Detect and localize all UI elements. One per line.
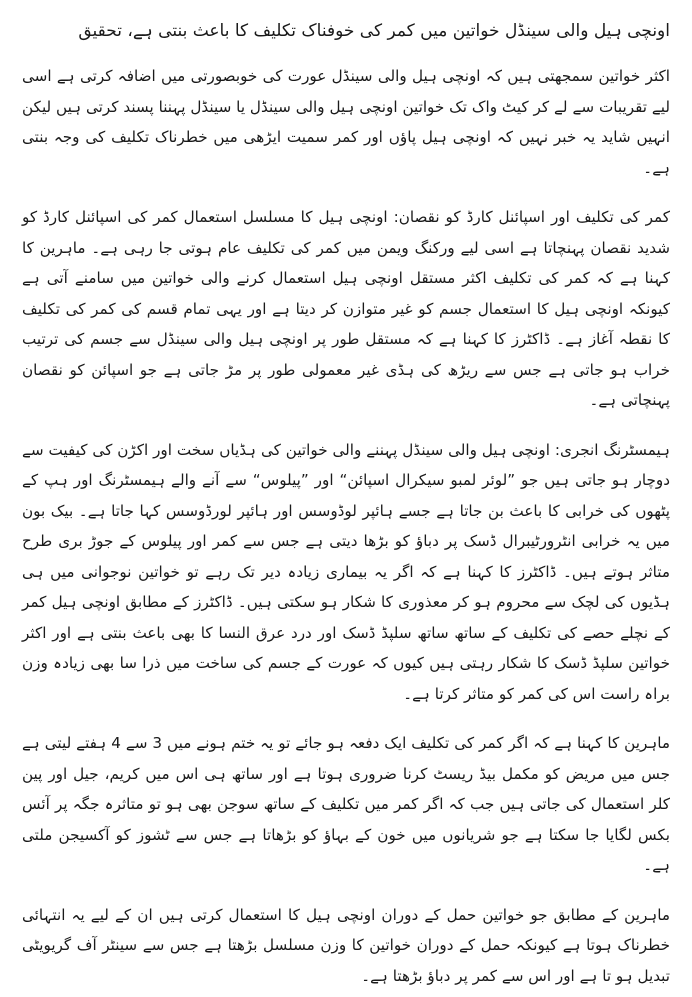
article-paragraph-intro: اکثر خواتین سمجھتی ہیں کہ اونچی ہیل والی سینڈل عورت کی خوبصورتی میں اضافہ کرتی ہے اسی لیے تقریبات سے لے کر کیٹ واک تک خواتین اونچی ہیل والی سینڈل یا سینڈل پہننا پسند کرتی ہیں لیکن انہیں شاید یہ خبر نہیں کہ اونچی ہیل پاؤں اور کمر سمیت ایڑھی میں خطرناک تکلیف کی وجہ بنتی ہے۔ [22, 67, 670, 177]
article-title: اونچی ہیل والی سینڈل خواتین میں کمر کی خوفناک تکلیف کا باعث بنتی ہے، تحقیق [78, 21, 670, 41]
article-paragraph-back-pain: کمر کی تکلیف اور اسپائنل کارڈ کو نقصان: اونچی ہیل کا مسلسل استعمال کمر کی اسپائنل کارڈ کو شدید نقصان پہنچاتا ہے اسی لیے ورکنگ ویمن میں کمر کی تکلیف عام ہوتی جا رہی ہے۔ ماہرین کا کہنا ہے کہ کمر کی تکلیف اکثر مستقل اونچی ہیل استعمال کرنے والی خواتین میں سامنے آتی ہے کیونکہ اونچی ہیل کا استعمال جسم کو غیر متوازن کر دیتا ہے اور یہی تمام قسم کی کمر کی تکلیف کا نقطہ آغاز ہے۔ ڈاکٹرز کا کہنا ہے کہ مستقل طور پر اونچی ہیل والی سینڈل سے جسم کی ترتیب خراب ہو جاتی ہے جس سے ریڑھ کی ہڈی غیر معمولی طور پر مڑ جاتی ہے جو اسپائن کو نقصان پہنچاتی ہے۔ [22, 208, 670, 410]
article-paragraph-pregnancy: ماہرین کے مطابق جو خواتین حمل کے دوران اونچی ہیل کا استعمال کرتی ہیں ان کے لیے یہ انتہائی خطرناک ہوتا ہے کیونکہ حمل کے دوران خواتین کا وزن مسلسل بڑھتا ہے جس سے سینٹر آف گریویٹی تبدیل ہو تا ہے اور اس سے کمر پر دباؤ بڑھتا ہے۔ [22, 905, 670, 985]
article-paragraph-hamstring-injury: ہیمسٹرنگ انجری: اونچی ہیل والی سینڈل پہننے والی خواتین کی ہڈیاں سخت اور اکڑن کی کیفیت سے دوچار ہو جاتی ہیں جو ”لوئر لمبو سیکرال اسپائن“ اور ”پیلوس“ سے آنے والے ہیمسٹرنگ اور ہپ کے پٹھوں کی خرابی کا باعث بن جاتا ہے جسے ہائپر لوڈوسس اور ہائپر لورڈوسس کہا جاتا ہے۔ بیک بون میں یہ خرابی انٹرورٹیبرال ڈسک پر دباؤ کو بڑھا دیتی ہے جس سے کمر اور پیلوس کے جوڑ بری طرح متاثر ہوتے ہیں۔ ڈاکٹرز کا کہنا ہے کہ اگر یہ بیماری زیادہ دیر تک رہے تو خواتین نوجوانی میں ہی ہڈیوں کی لچک سے محروم ہو کر معذوری کا شکار ہو سکتی ہیں۔ ڈاکٹرز کے مطابق اونچی ہیل کمر کے نچلے حصے کی تکلیف کے ساتھ ساتھ سلپڈ ڈسک اور درد عرق النسا کا بھی باعث بنتی ہے اور اکثر خواتین سلپڈ ڈسک کا شکار رہتی ہیں کیوں کہ عورت کے جسم کی ساخت میں ذرا سا بھی زیادہ وزن براہ راست اس کی کمر کو متاثر کرتا ہے۔ [22, 440, 670, 703]
article-paragraph-treatment: ماہرین کا کہنا ہے کہ اگر کمر کی تکلیف ایک دفعہ ہو جائے تو یہ ختم ہونے میں 3 سے 4 ہفتے لیتی ہے جس میں مریض کو مکمل بیڈ ریسٹ کرنا ضروری ہوتا ہے اور ساتھ ہی اس میں کریم، جیل اور پین کلر استعمال کی جاتی ہیں جب کہ اگر کمر میں تکلیف کے ساتھ سوجن بھی ہو تو متاثرہ جگہ پر آئس بکس لگایا جا سکتا ہے جو شریانوں میں خون کے بہاؤ کو بڑھاتا ہے جس سے ٹشوز کو آکسیجن ملتی ہے۔ [22, 734, 671, 875]
